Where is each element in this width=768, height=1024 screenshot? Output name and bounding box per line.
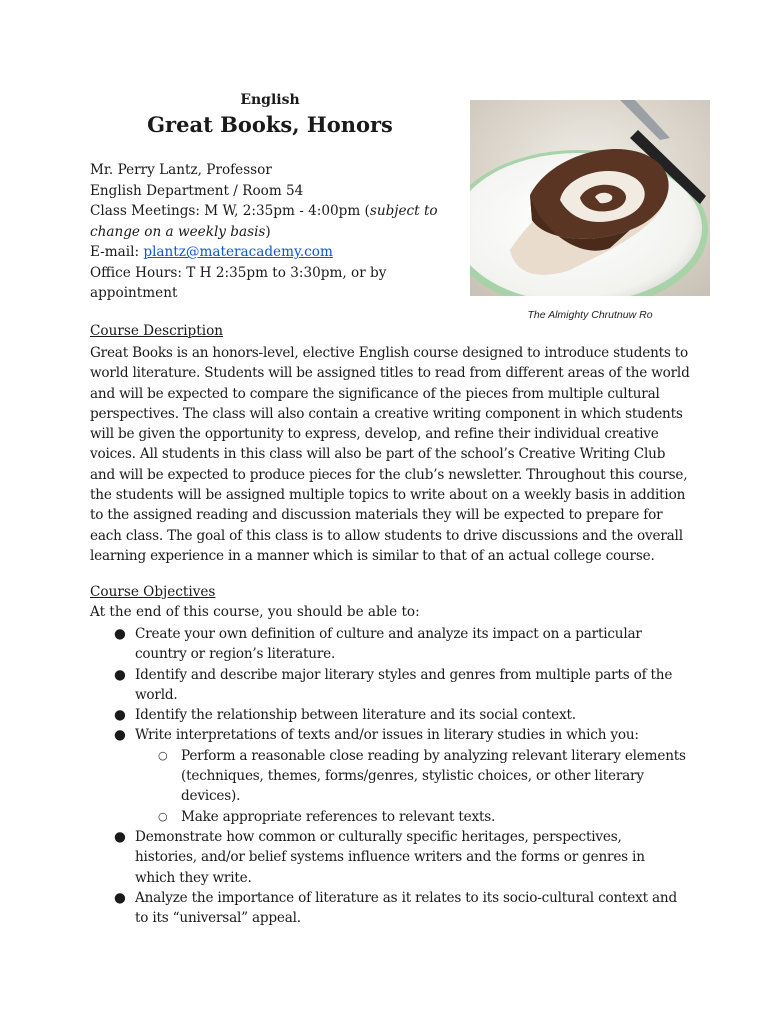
description-line: the students will be assigned multiple topics to write about on a weekly basis in addition: [90, 487, 686, 504]
email-line: [90, 242, 450, 263]
bullet-icon: ●: [114, 666, 126, 683]
description-line: will be given the opportunity to express, develop, and refine their individual creative: [90, 426, 659, 443]
email-link[interactable]: plantz@materacademy.com: [143, 244, 333, 260]
class-meetings-cont: change on a weekly basis): [90, 223, 271, 240]
objectives-list: [90, 624, 690, 928]
course-description-heading: Course Description: [90, 323, 224, 339]
sub-list-item: ○ Perform a reasonable close reading by analyzing relevant literary elements (techniques, themes, forms/genres, stylistic choices, or other literary devices).: [158, 747, 686, 805]
course-description-text: [90, 343, 690, 566]
description-line: Great Books is an honors-level, elective English course designed to introduce students to: [90, 345, 689, 361]
list-item: ● Identify and describe major literary styles and genres from multiple parts of the world.: [114, 666, 673, 703]
bullet-icon: ●: [114, 889, 126, 906]
bullet-icon: ●: [114, 707, 126, 724]
contact-block: [90, 160, 450, 304]
bullet-icon: ●: [114, 626, 126, 642]
email-label: E-mail:: [90, 244, 144, 260]
list-item: ● Demonstrate how common or culturally specific heritages, perspectives, histories, and/or belief systems influence writers and the forms or genres in which they write.: [114, 828, 645, 886]
description-line: voices. All students in this class will also be part of the school’s Creative Writing Club: [90, 446, 666, 463]
cake-roll-photo: [470, 100, 710, 296]
professor-name: Mr. Perry Lantz, Professor: [90, 162, 272, 178]
meetings-note-cont: change on a weekly basis: [90, 223, 266, 240]
photo-caption: The Almighty Chrutnuw Ro: [527, 309, 653, 321]
course-objectives-heading: Course Objectives: [90, 584, 216, 600]
description-line: world literature. Students will be assigned titles to read from different areas of the world: [90, 365, 690, 382]
bullet-icon: ●: [114, 727, 126, 744]
list-item: ● Write interpretations of texts and/or issues in literary studies in which you:: [90, 725, 690, 745]
course-title: Great Books, Honors: [147, 112, 393, 137]
description-line: to the assigned reading and discussion materials they will be expected to prepare for: [90, 507, 663, 524]
list-item: ● Create your own definition of culture and analyze its impact on a particular country or region’s literature.: [114, 626, 642, 663]
hollow-bullet-icon: ○: [158, 748, 168, 762]
description-line: each class. The goal of this class is to allow students to drive discussions and the overall: [90, 527, 683, 544]
meetings-note: subject to: [369, 203, 438, 219]
objectives-intro: At the end of this course, you should be able to:: [90, 604, 420, 620]
office-hours: Office Hours: T H 2:35pm to 3:30pm, or by: [90, 264, 387, 281]
office-hours-cont: appointment: [90, 285, 178, 301]
bullet-icon: ●: [114, 828, 126, 845]
list-item: ● Analyze the importance of literature as it relates to its socio-cultural context and to its “universal” appeal.: [114, 889, 677, 927]
description-line: perspectives. The class will also contain a creative writing component in which students: [90, 405, 683, 422]
description-line: and will be expected to compare the significance of the pieces from multiple cultural: [90, 385, 660, 402]
course-subject: English: [240, 92, 300, 108]
department-room: English Department / Room 54: [90, 182, 304, 199]
description-line: learning experience in a manner which is similar to that of an actual college course.: [90, 547, 655, 564]
class-meetings: Class Meetings: M W, 2:35pm - 4:00pm (subject to: [90, 203, 438, 219]
list-item: ● Identify the relationship between literature and its social context.: [90, 705, 690, 725]
description-line: and will be expected to produce pieces for the club’s newsletter. Throughout this course,: [90, 466, 688, 483]
sub-list-item: ○ Make appropriate references to relevant texts.: [90, 807, 690, 827]
hollow-bullet-icon: ○: [158, 809, 168, 823]
